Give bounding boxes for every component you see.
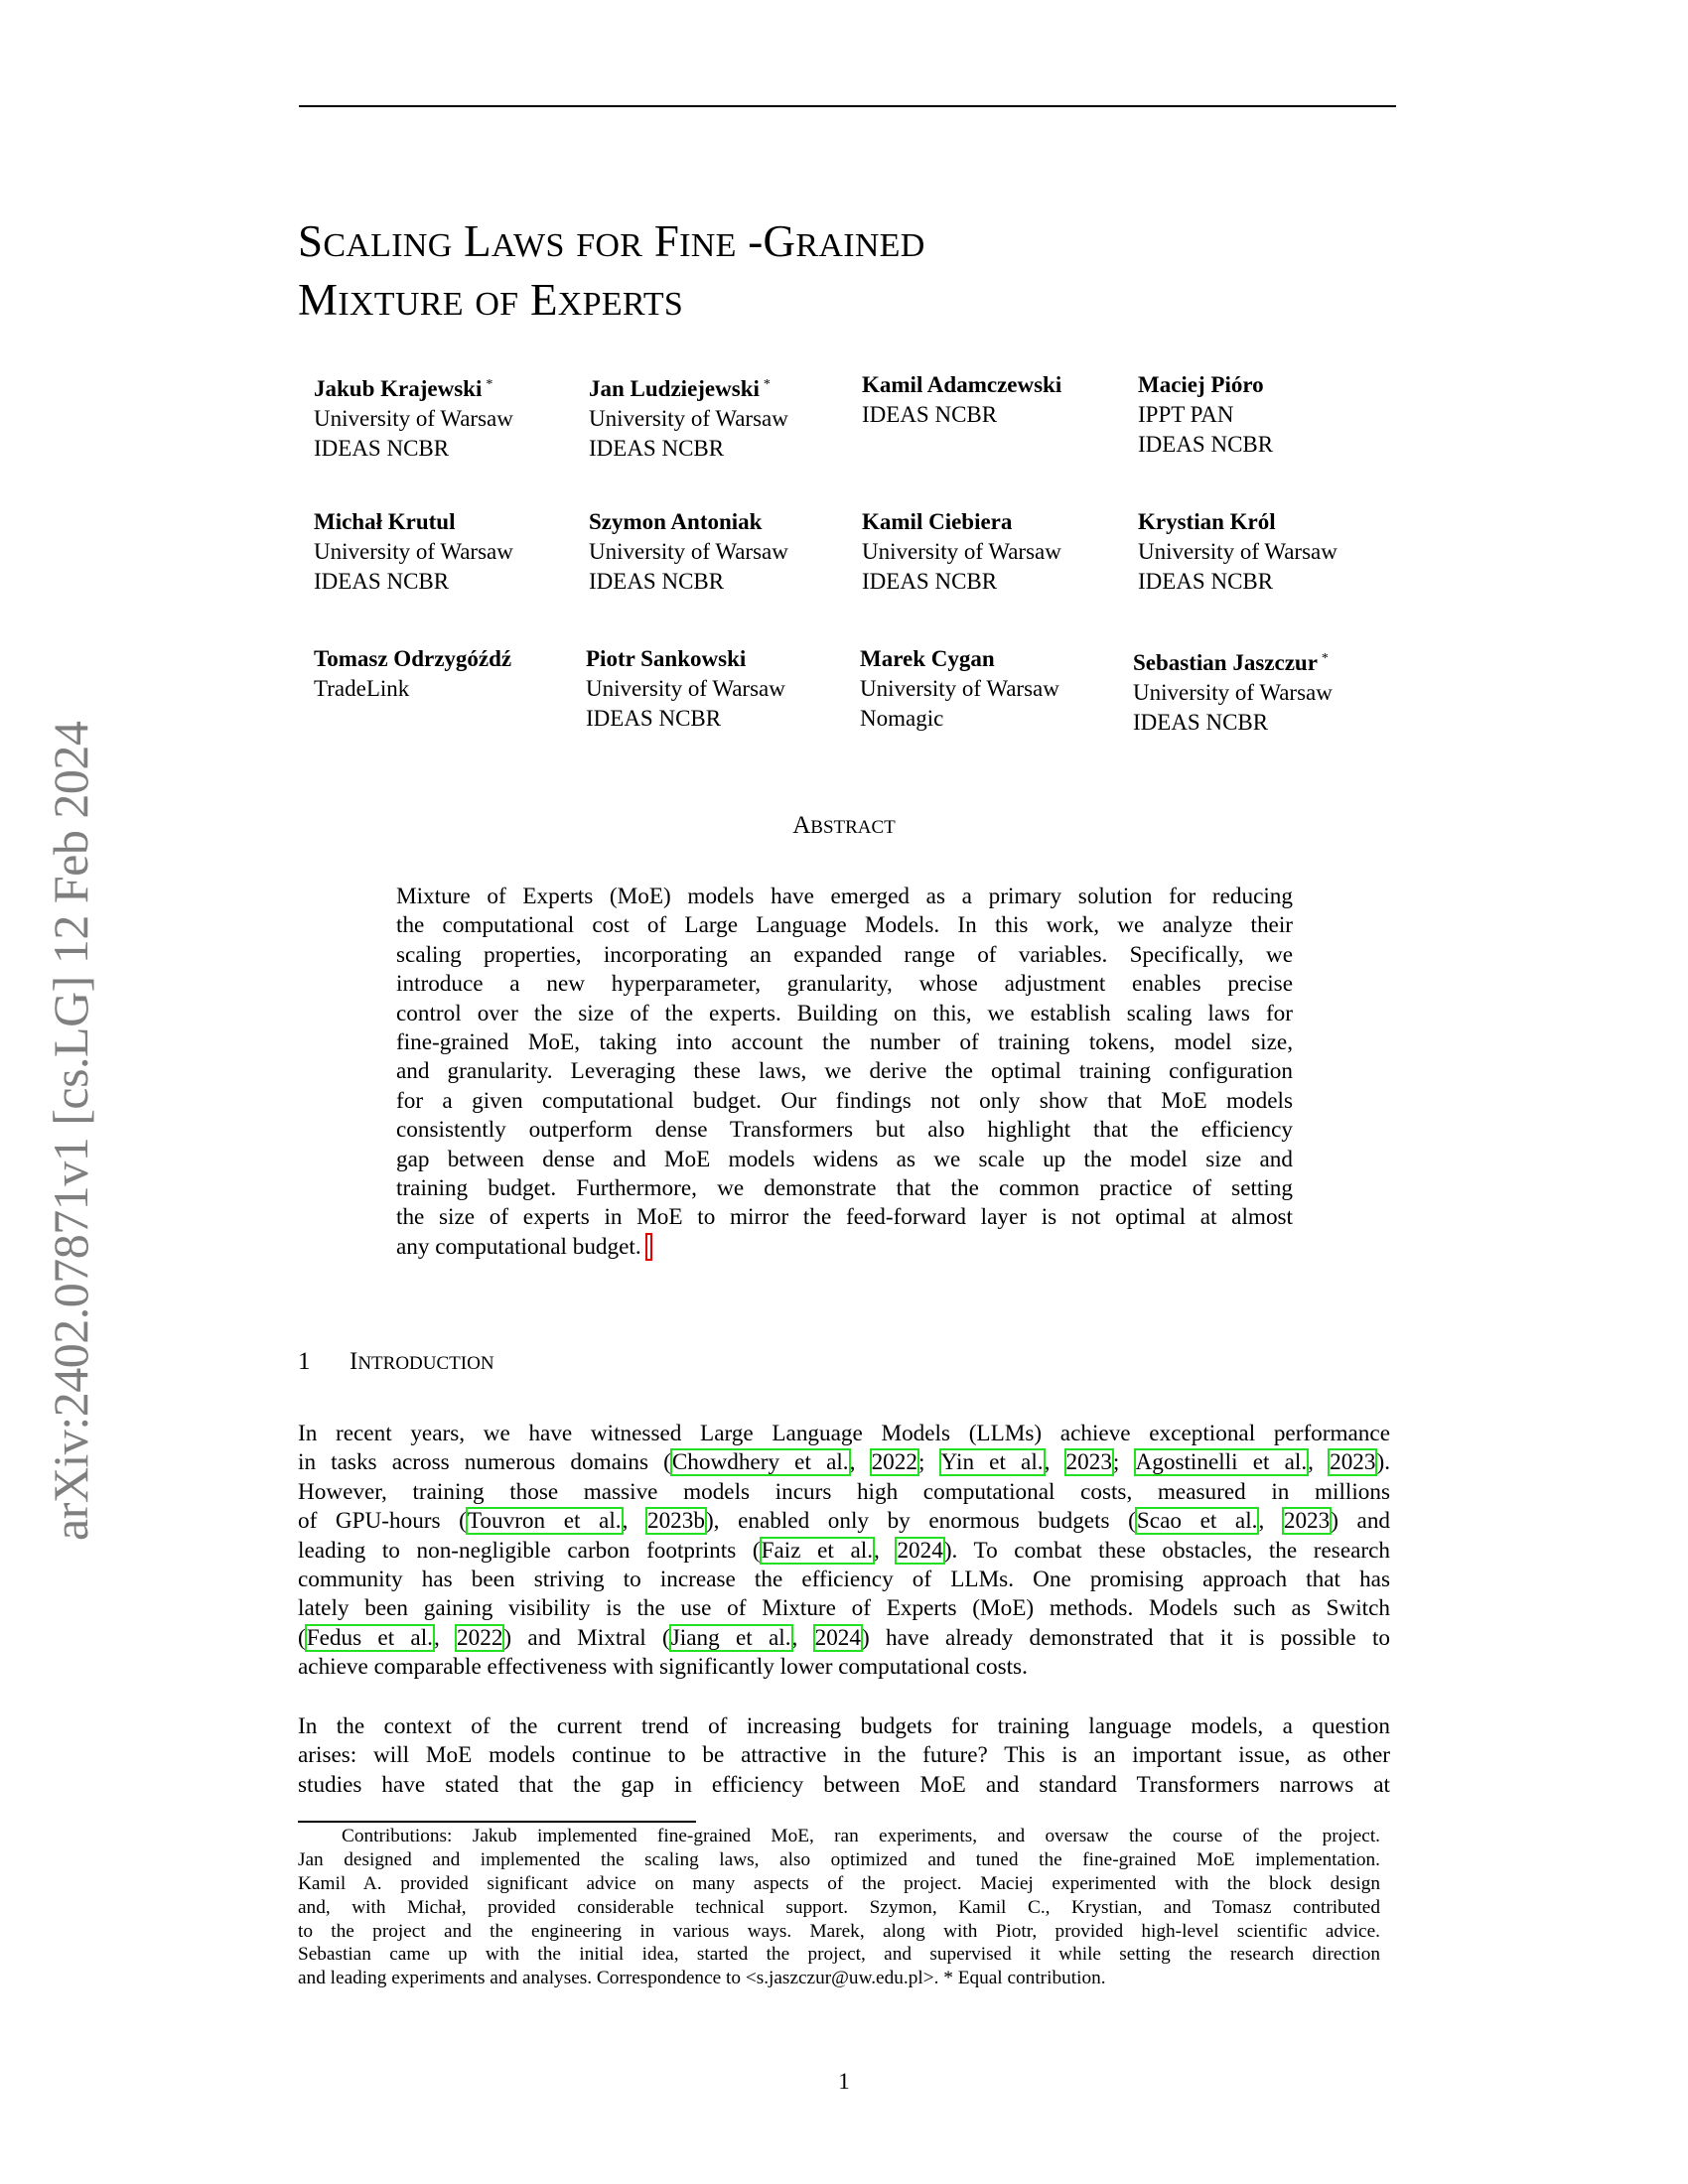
paragraph-line: in tasks across numerous domains (Chowdhery et al., 2022; Yin et al., 2023; Agostinelli et al., 2023). [298, 1449, 1390, 1476]
abstract-line: control over the size of the experts. Building on this, we establish scaling laws for [396, 1000, 1293, 1026]
author-entry [314, 370, 513, 464]
abstract-line: fine-grained MoE, taking into account the number of training tokens, model size, [396, 1028, 1293, 1055]
paragraph-line: leading to non-negligible carbon footprints (Faiz et al., 2024). To combat these obstacles, the research [298, 1537, 1391, 1564]
author-affiliation: University of Warsaw [314, 539, 513, 564]
author-entry [1133, 644, 1333, 738]
abstract-body [396, 883, 1293, 1262]
title-word-smallcaps: CALING [323, 227, 453, 264]
author-name: Szymon Antoniak [589, 509, 763, 534]
footnote-line: to the project and the engineering in various ways. Marek, along with Piotr, provided high-level scientific advice. [298, 1920, 1380, 1942]
author-affiliation: University of Warsaw [860, 676, 1059, 701]
author-name: Kamil Ciebiera [862, 509, 1013, 534]
author-name: Jakub Krajewski * [314, 376, 493, 401]
citation-link[interactable]: 2023b [646, 1508, 705, 1535]
author-affiliation: University of Warsaw [589, 539, 788, 564]
author-name: Sebastian Jaszczur * [1133, 650, 1329, 675]
author-name: Krystian Król [1138, 509, 1276, 534]
page-number: 1 [838, 2069, 850, 2094]
author-entry [589, 507, 788, 597]
citation-link[interactable]: Fedus et al. [306, 1624, 433, 1651]
author-entry [1138, 370, 1273, 460]
citation-link[interactable]: 2022 [871, 1449, 917, 1476]
citation-link[interactable]: 2024 [897, 1537, 943, 1564]
citation-link[interactable]: Yin et al. [940, 1449, 1044, 1476]
author-name: Jan Ludziejewski * [589, 376, 771, 401]
citation-link[interactable]: Jiang et al. [670, 1624, 791, 1651]
author-affiliation: IDEAS NCBR [589, 569, 725, 594]
footnote-line: Jan designed and implemented the scaling laws, also optimized and tuned the fine-grained MoE implementation. [298, 1848, 1380, 1870]
title-word-smallcaps: FOR [576, 227, 643, 264]
abstract-line: scaling properties, incorporating an expanded range of variables. Specifically, we [396, 941, 1293, 968]
paragraph-line: (Fedus et al., 2022) and Mixtral (Jiang et al., 2024) have already demonstrated that it is possible to [298, 1624, 1390, 1651]
title-word-smallcaps: RAINED [795, 227, 925, 264]
paragraph-line: In the context of the current trend of increasing budgets for training language models, a question [298, 1713, 1390, 1739]
citation-link[interactable]: 2023 [1065, 1449, 1112, 1476]
paper-title [298, 214, 925, 332]
abstract-line: any computational budget. [396, 1233, 1293, 1262]
abstract-line: the size of experts in MoE to mirror the feed-forward layer is not optimal at almost [396, 1204, 1293, 1231]
paragraph-line: studies have stated that the gap in efficiency between MoE and standard Transformers narrows at [298, 1771, 1390, 1798]
citation-link[interactable]: Agostinelli et al. [1135, 1449, 1308, 1476]
title-line-2 [298, 273, 925, 332]
author-name: Marek Cygan [860, 646, 995, 671]
author-affiliation: TradeLink [314, 676, 410, 701]
title-word-smallcaps: OF [475, 286, 519, 323]
title-word: MIXTURE [298, 275, 464, 325]
citation-link[interactable]: 2022 [457, 1624, 503, 1651]
author-affiliation: IDEAS NCBR [589, 436, 725, 461]
author-affiliation: University of Warsaw [1133, 680, 1333, 705]
author-entry [586, 644, 785, 734]
arxiv-identifier-stamp: arXiv:2402.07871v1 [cs.LG] 12 Feb 2024 [43, 721, 98, 1541]
title-word: SCALING [298, 216, 453, 266]
paragraph-line: community has been striving to increase the efficiency of LLMs. One promising approach that has [298, 1566, 1390, 1592]
title-word [475, 275, 518, 325]
header-rule [299, 105, 1396, 107]
footnote-link-marker[interactable] [645, 1233, 652, 1261]
author-affiliation: IPPT PAN [1138, 402, 1234, 427]
footnote-line: Sebastian came up with the initial idea, started the project, and supervised it while setting the research direction [298, 1944, 1380, 1966]
paragraph-line: However, training those massive models incurs high computational costs, measured in millions [298, 1478, 1390, 1505]
paragraph-line: In recent years, we have witnessed Large Language Models (LLMs) achieve exceptional performance [298, 1421, 1390, 1446]
author-affiliation: Nomagic [860, 706, 944, 731]
paragraph [298, 1712, 1390, 1800]
author-affiliation: IDEAS NCBR [1133, 710, 1269, 735]
abstract-line: gap between dense and MoE models widens as we scale up the model size and [396, 1146, 1293, 1172]
abstract-line: Mixture of Experts (MoE) models have emerged as a primary solution for reducing [396, 884, 1293, 909]
author-affiliation: University of Warsaw [589, 406, 788, 431]
title-word-smallcaps: XPERTS [557, 286, 684, 323]
author-affiliation: University of Warsaw [586, 676, 785, 701]
title-word-smallcaps: IXTURE [338, 286, 464, 323]
author-entry [1138, 507, 1337, 597]
paragraph [298, 1420, 1390, 1683]
abstract-heading: ABSTRACT [792, 812, 896, 839]
author-affiliation: University of Warsaw [1138, 539, 1337, 564]
footnote-line: and, with Michał, provided considerable technical support. Szymon, Kamil C., Krystian, and Tomasz contributed [298, 1896, 1380, 1918]
footnote-line: Kamil A. provided significant advice on many aspects of the project. Maciej experimented with the block design [298, 1872, 1380, 1894]
abstract-line: for a given computational budget. Our findings not only show that MoE models [396, 1087, 1293, 1114]
author-name: Maciej Pióro [1138, 372, 1264, 397]
paragraph-line: achieve comparable effectiveness with significantly lower computational costs. [298, 1654, 1028, 1681]
author-entry [314, 507, 513, 597]
citation-link[interactable]: 2023 [1330, 1449, 1376, 1476]
abstract-line: introduce a new hyperparameter, granularity, whose adjustment enables precise [396, 971, 1293, 998]
author-name: Tomasz Odrzygóźdź [314, 646, 512, 671]
abstract-line: the computational cost of Large Language Models. In this work, we analyze their [396, 912, 1293, 939]
title-word-smallcaps: INE [679, 227, 737, 264]
author-name: Piotr Sankowski [586, 646, 747, 671]
paragraph-line: of GPU-hours (Touvron et al., 2023b), enabled only by enormous budgets (Scao et al., 2023) and [298, 1508, 1391, 1535]
abstract-line: training budget. Furthermore, we demonstrate that the common practice of setting [396, 1174, 1293, 1201]
author-entry [589, 370, 788, 464]
author-affiliation: University of Warsaw [862, 539, 1061, 564]
title-line-1 [298, 214, 925, 273]
author-affiliation: IDEAS NCBR [1138, 569, 1274, 594]
equal-contribution-mark: * [763, 377, 771, 392]
author-affiliation: IDEAS NCBR [1138, 432, 1274, 457]
author-entry [314, 644, 511, 704]
author-affiliation: IDEAS NCBR [862, 402, 998, 427]
author-affiliation: IDEAS NCBR [586, 706, 722, 731]
author-entry [862, 370, 1061, 430]
footnote-line: Contributions: Jakub implemented fine-grained MoE, ran experiments, and oversaw the course of the project. [342, 1826, 1380, 1846]
title-word: -GRAINED [748, 216, 925, 266]
author-affiliation: IDEAS NCBR [314, 569, 450, 594]
citation-link[interactable]: Touvron et al. [467, 1508, 622, 1535]
citation-link[interactable]: Scao et al. [1136, 1508, 1258, 1535]
author-entry [862, 507, 1061, 597]
abstract-line: consistently outperform dense Transformers but also highlight that the efficiency [396, 1117, 1293, 1144]
author-name: Michał Krutul [314, 509, 456, 534]
abstract-line: and granularity. Leveraging these laws, we derive the optimal training configuration [396, 1058, 1293, 1085]
paragraph-line: arises: will MoE models continue to be attractive in the future? This is an important issue, as other [298, 1742, 1390, 1769]
title-word: FINE [653, 216, 737, 266]
author-affiliation: University of Warsaw [314, 406, 513, 431]
footnote-rule [298, 1821, 696, 1823]
title-word [576, 216, 642, 266]
author-entry [860, 644, 1059, 734]
title-word: EXPERTS [529, 275, 684, 325]
equal-contribution-mark: * [486, 377, 493, 392]
equal-contribution-mark: * [1321, 651, 1329, 666]
section-heading-introduction: 1 INTRODUCTION [298, 1348, 494, 1375]
citation-link[interactable]: Faiz et al. [761, 1537, 874, 1564]
author-affiliation: IDEAS NCBR [862, 569, 998, 594]
author-name: Kamil Adamczewski [862, 372, 1062, 397]
section-number: 1 [298, 1348, 311, 1375]
citation-link[interactable]: 2024 [814, 1624, 861, 1651]
contributions-footnote [298, 1825, 1380, 1990]
title-word-smallcaps: AWS [491, 227, 565, 264]
author-affiliation: IDEAS NCBR [314, 436, 450, 461]
footnote-line: and leading experiments and analyses. Correspondence to <s.jaszczur@uw.edu.pl>. * Equal contribution. [298, 1968, 1106, 1989]
paragraph-line: lately been gaining visibility is the use of Mixture of Experts (MoE) methods. Models such as Switch [298, 1595, 1390, 1622]
citation-link[interactable]: 2023 [1283, 1508, 1331, 1535]
title-word: LAWS [464, 216, 565, 266]
citation-link[interactable]: Chowdhery et al. [671, 1449, 849, 1476]
